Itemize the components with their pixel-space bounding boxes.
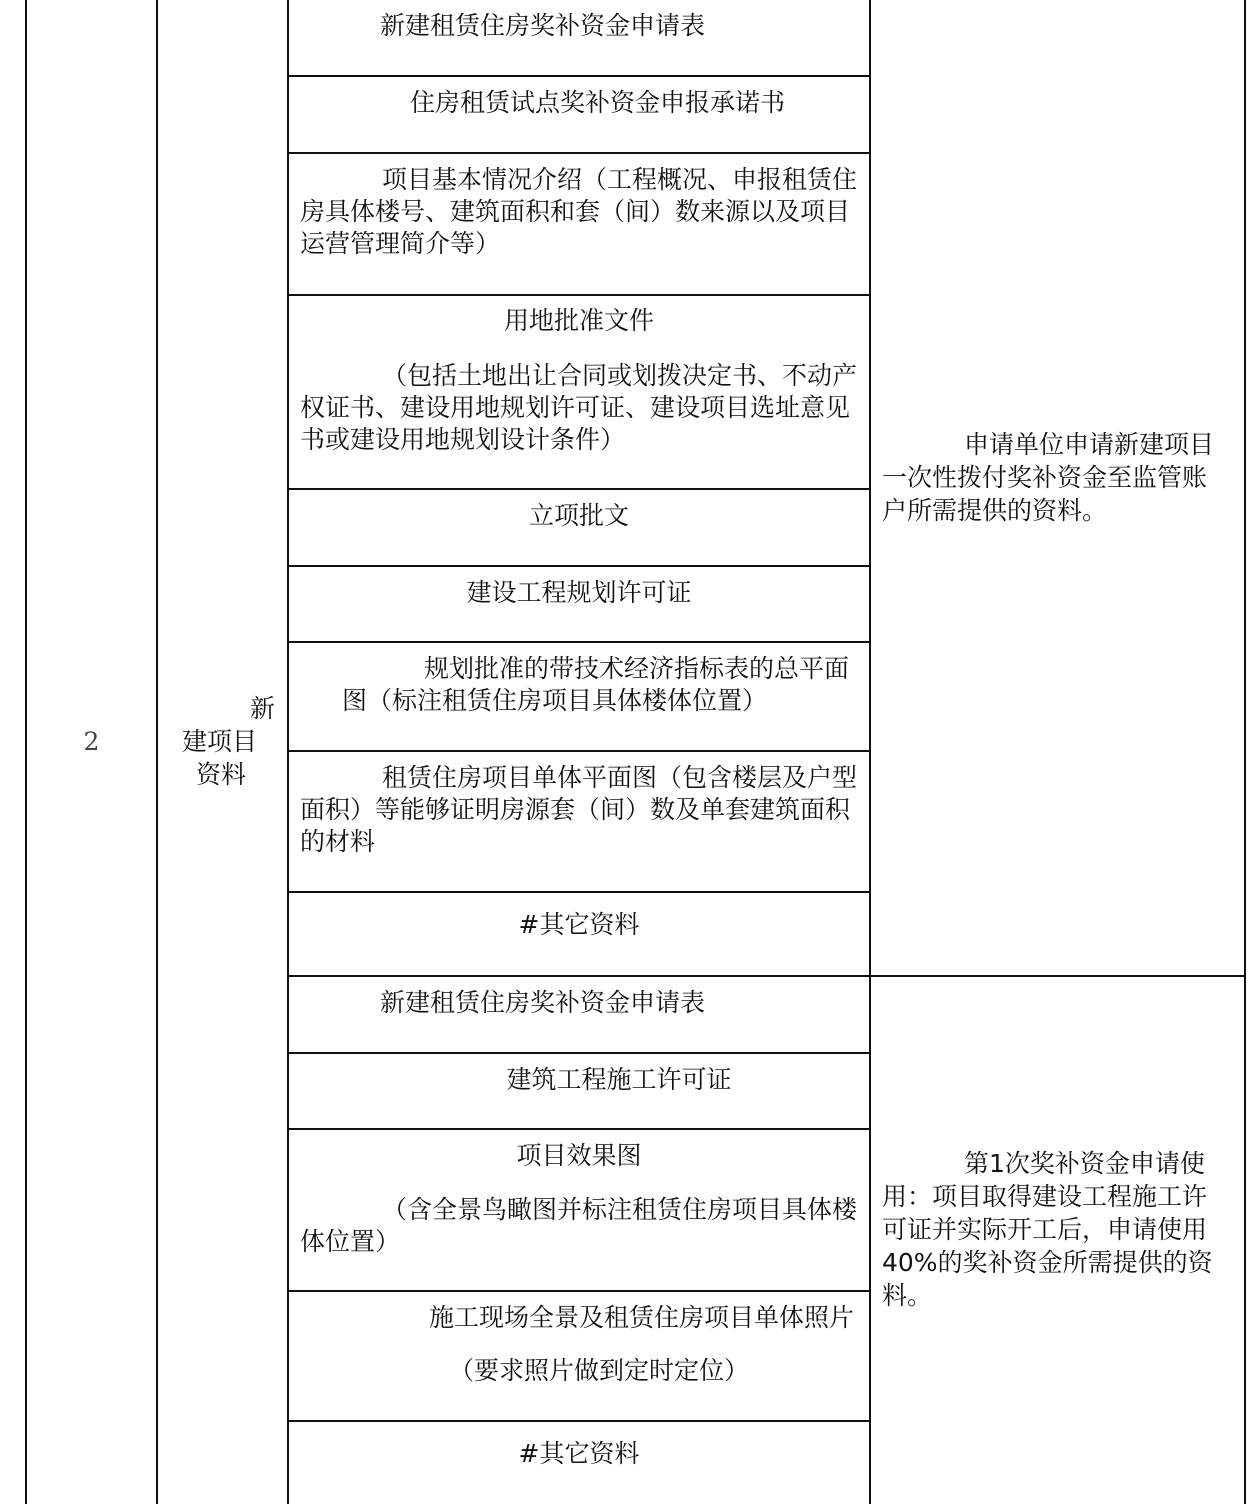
row-divider bbox=[287, 488, 871, 490]
doc-item: 规划批准的带技术经济指标表的总平面图（标注租赁住房项目具体楼体位置） bbox=[342, 654, 850, 715]
doc-item: 租赁住房项目单体平面图（包含楼层及户型面积）等能够证明房源套（间）数及单套建筑面积的材料 bbox=[300, 763, 858, 856]
doc-item-note: （包括土地出让合同或划拨决定书、不动产权证书、建设用地规划许可证、建设项目选址意见书或建设用地规划设计条件） bbox=[300, 361, 858, 454]
row-divider bbox=[287, 1052, 871, 1054]
row-divider bbox=[287, 891, 871, 893]
group-note: 申请单位申请新建项目一次性拨付奖补资金至监管账户所需提供的资料。 bbox=[882, 430, 1215, 525]
border-col2 bbox=[287, 0, 289, 1504]
doc-item: 新建租赁住房奖补资金申请表 bbox=[380, 11, 706, 40]
doc-item: 用地批准文件 bbox=[503, 306, 654, 335]
row-divider bbox=[287, 750, 871, 752]
doc-item: 建设工程规划许可证 bbox=[466, 578, 692, 607]
doc-item: 项目效果图 bbox=[516, 1141, 642, 1170]
doc-item-note: （含全景鸟瞰图并标注租赁住房项目具体楼体位置） bbox=[300, 1195, 858, 1256]
doc-item: 建筑工程施工许可证 bbox=[506, 1065, 732, 1094]
row-divider bbox=[287, 641, 871, 643]
row-number: 2 bbox=[83, 727, 100, 756]
group-note: 第1次奖补资金申请使用：项目取得建设工程施工许可证并实际开工后，申请使用40%的奖补资金所需提供的资料。 bbox=[882, 1149, 1213, 1310]
category-label bbox=[158, 692, 287, 791]
category-line-3: 资料 bbox=[196, 760, 247, 789]
doc-item-note: （要求照片做到定时定位） bbox=[448, 1356, 749, 1385]
row-divider bbox=[287, 152, 871, 154]
border-right bbox=[1244, 0, 1246, 1504]
doc-item: 项目基本情况介绍（工程概况、申报租赁住房具体楼号、建筑面积和套（间）数来源以及项目运营管理简介等） bbox=[300, 165, 858, 258]
doc-item: 立项批文 bbox=[528, 501, 629, 530]
row-divider bbox=[287, 1128, 871, 1130]
category-line-1: 新 bbox=[249, 694, 275, 723]
group-divider bbox=[287, 975, 1246, 977]
row-divider bbox=[287, 1290, 871, 1292]
row-divider bbox=[287, 75, 871, 77]
doc-item: 新建租赁住房奖补资金申请表 bbox=[380, 988, 706, 1017]
row-divider bbox=[287, 565, 871, 567]
doc-item: 住房租赁试点奖补资金申报承诺书 bbox=[410, 88, 786, 117]
category-line-2: 建项目 bbox=[182, 727, 258, 756]
doc-item: 施工现场全景及租赁住房项目单体照片 bbox=[428, 1303, 854, 1332]
doc-item: #其它资料 bbox=[518, 1439, 640, 1468]
border-col3 bbox=[869, 0, 871, 1504]
row-divider bbox=[287, 294, 871, 296]
row-divider bbox=[287, 1420, 871, 1422]
doc-item: #其它资料 bbox=[518, 910, 640, 939]
